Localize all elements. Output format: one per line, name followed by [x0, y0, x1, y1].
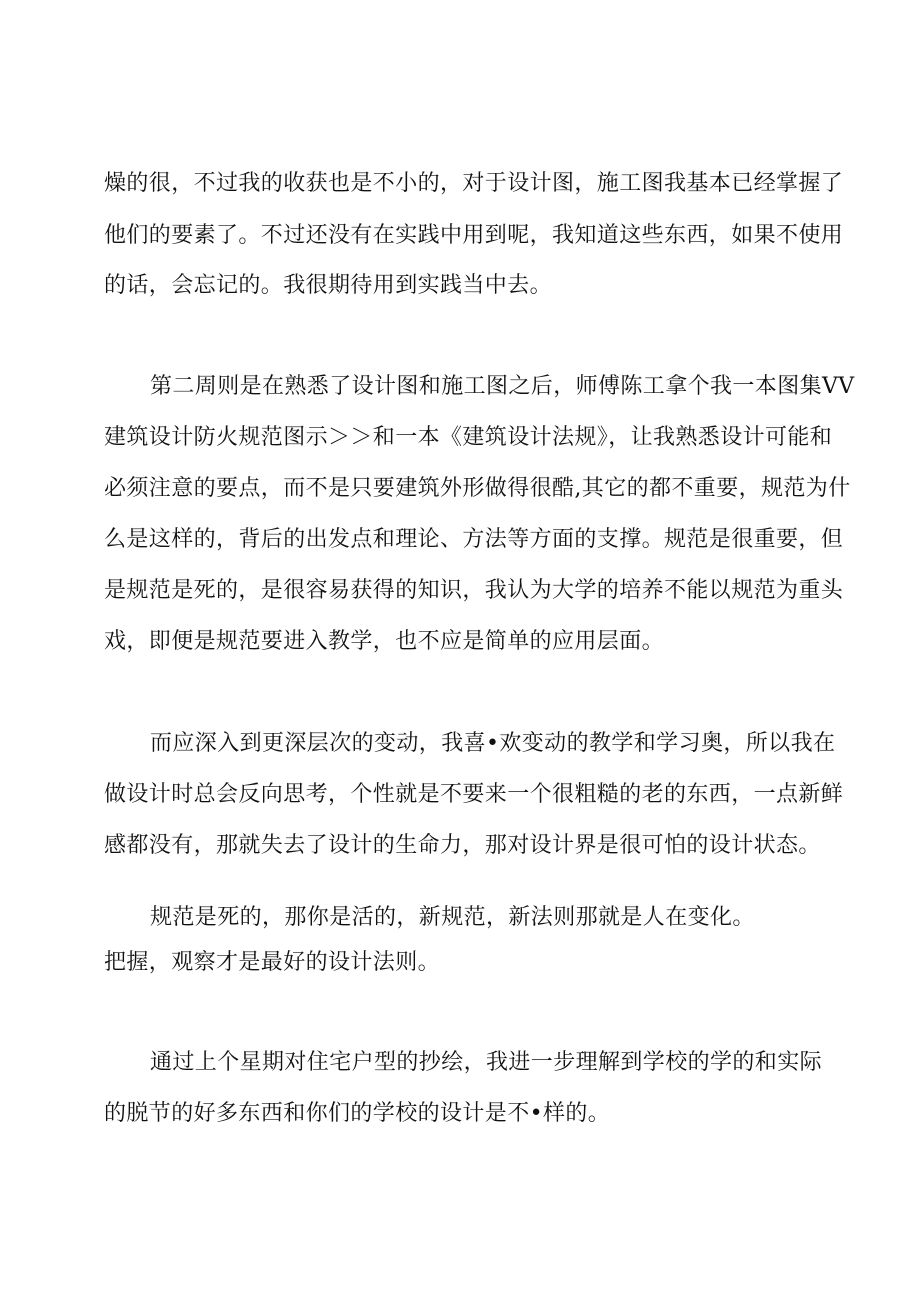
- paragraph-4-line-2: 把握，观察才是最好的设计法则。: [104, 950, 441, 975]
- paragraph-2-line-4: 么是这样的，背后的出发点和理论、方法等方面的支撑。规范是很重要，但: [104, 527, 844, 552]
- paragraph-2-line-3: 必须注意的要点，而不是只要建筑外形做得很酷,其它的都不重要，规范为什: [104, 476, 851, 501]
- paragraph-3-line-2: 做设计时总会反向思考，个性就是不要来一个很粗糙的老的东西，一点新鲜: [104, 782, 844, 807]
- paragraph-5-line-1: 通过上个星期对住宅户型的抄绘，我进一步理解到学校的学的和实际: [150, 1050, 823, 1075]
- paragraph-1-line-1: 燥的很，不过我的收获也是不小的，对于设计图，施工图我基本已经掌握了: [104, 171, 844, 196]
- paragraph-2-line-6: 戏，即便是规范要进入教学，也不应是简单的应用层面。: [104, 629, 665, 654]
- paragraph-3-line-3: 感都没有，那就失去了设计的生命力，那对设计界是很可怕的设计状态。: [104, 833, 821, 858]
- paragraph-1-line-3: 的话，会忘记的。我很期待用到实践当中去。: [104, 273, 553, 298]
- paragraph-2-line-5: 是规范是死的，是很容易获得的知识，我认为大学的培养不能以规范为重头: [104, 578, 844, 603]
- paragraph-3-line-1: 而应深入到更深层次的变动，我喜•欢变动的教学和学习奥，所以我在: [150, 731, 836, 756]
- paragraph-5-line-2: 的脱节的好多东西和你们的学校的设计是不•样的。: [104, 1101, 611, 1126]
- paragraph-1-line-2: 他们的要素了。不过还没有在实践中用到呢，我知道这些东西，如果不使用: [104, 223, 844, 248]
- paragraph-4-line-1: 规范是死的，那你是活的，新规范，新法则那就是人在变化。: [150, 905, 755, 930]
- paragraph-2-line-2: 建筑设计防火规范图示＞＞和一本《建筑设计法规》，让我熟悉设计可能和: [104, 425, 833, 450]
- paragraph-2-line-1: 第二周则是在熟悉了设计图和施工图之后，师傅陈工拿个我一本图集VV: [150, 374, 855, 399]
